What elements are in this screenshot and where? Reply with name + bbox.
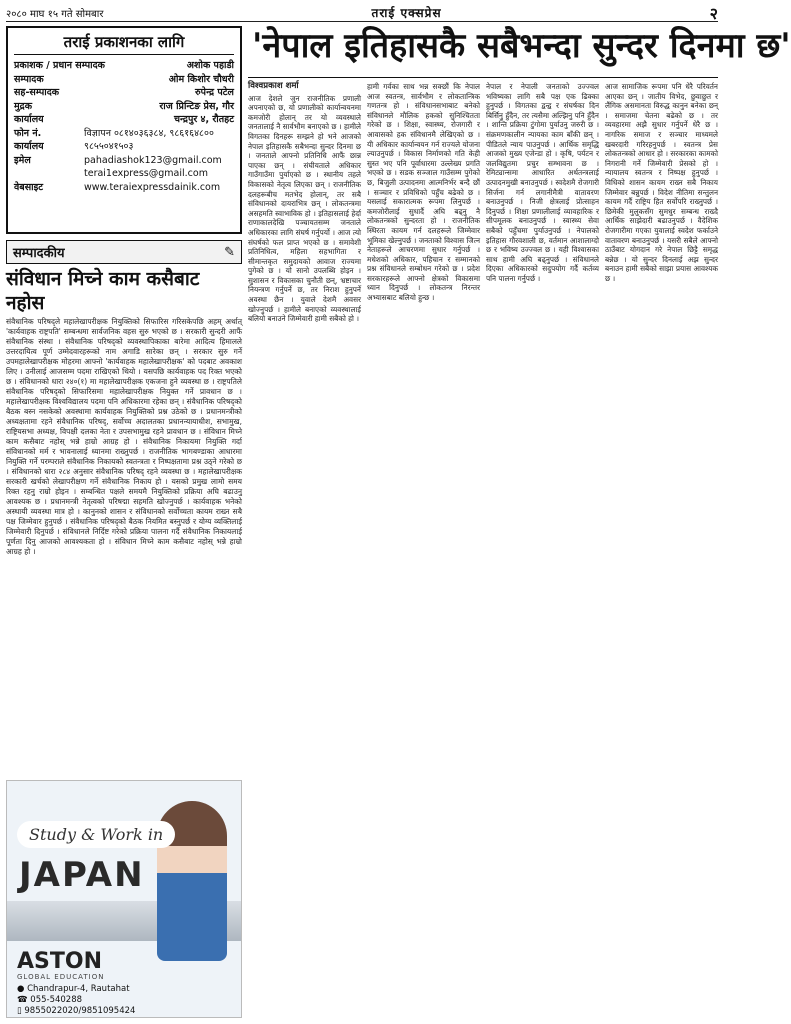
page-number: २ [709, 3, 718, 23]
ad-address: Chandrapur-4, Rautahat [27, 984, 130, 994]
issue-date: २०८० माघ १५ गते सोमबार [6, 8, 104, 20]
editorial-banner [6, 240, 242, 264]
website-link[interactable]: www.teraiexpressdainik.com [84, 181, 221, 193]
ad-contact [17, 984, 135, 1017]
imprint-value: ओम किशोर चौधरी [168, 73, 234, 85]
masthead-brand: तराई एक्सप्रेस [371, 6, 442, 20]
article-byline: विश्वप्रकाश शर्मा [248, 81, 299, 91]
ad-phone: 055-540288 [30, 995, 83, 1005]
location-pin-icon: ● Chandrapur-4, Rautahat [17, 984, 130, 994]
article-column [605, 82, 718, 1018]
imprint-row [14, 59, 234, 73]
editorial-headline: संविधान मिच्ने काम कसैबाट नहोस [6, 268, 200, 314]
imprint-label: वेबसाइट [14, 181, 44, 193]
imprint-value: विज्ञापन ०८१४०३६३८४, ९८६१६४८०० [84, 127, 214, 139]
imprint-row [14, 140, 234, 154]
imprint-heading: तराई प्रकाशनका लागि [14, 32, 234, 55]
imprint-label: इमेल [14, 154, 31, 166]
column-text: आज देशले जुन राजनीतिक प्रणाली अपनाएको छ, यो प्रणालीको कार्यान्वयनमा कमजोरी होलान् तर यो व्यवस्थाले जनतालाई नै सार्वभौम बनाएको छ । हामीले विगतका दिनहरू सम्झने हो भने आजको नेपाल इतिहासकै सबैभन्दा सुन्दर दिनमा छ । जनताले आफ्नो प्रतिनिधि आफैं छान्न पाएका छन् । संघीयताले अधिकार गाउँगाउँमा पुर्याएको छ । स्थानीय तहले विकासको नेतृत्व लिएका छन् । राजनीतिक दलहरूबीच मतभेद होलान्, तर सबै संविधानको दायराभित्र छन् । लोकतन्त्रमा असहमति स्वाभाविक हो । इतिहासलाई हेर्दा राणाकालदेखि पञ्चायतसम्म जनताले अधिकारका लागि संघर्ष गर्नुपर्यो । आज त्यो संघर्षको फल प्राप्त भएको छ । समावेशी प्रतिनिधित्व, महिला सहभागिता र सीमान्तकृत समुदायको आवाज राज्यमा पुगेको छ । यो सानो उपलब्धि होइन । सुशासन र विकासका चुनौती छन्, भ्रष्टाचार नियन्त्रण गर्नुपर्ने छ, तर निराश हुनुपर्ने अवस्था छैन । युवाले देशमै अवसर खोज्नुपर्छ । हामीले बनाएको व्यवस्थालाई बलियो बनाउने जिम्मेवारी हामी सबैको हो । [248, 93, 361, 324]
editorial-label: सम्पादकीय [13, 246, 65, 261]
aston-logo: ASTON [17, 949, 102, 974]
imprint-label: कार्यालय [14, 114, 44, 125]
imprint-label [14, 167, 84, 181]
article-headline: 'नेपाल इतिहासकै सबैभन्दा सुन्दर दिनमा छ' [248, 26, 718, 78]
imprint-row [14, 113, 234, 127]
imprint-value: अशोक पहाडी [186, 60, 234, 71]
ad-mobile: 9855022020/9851095424 [24, 1006, 136, 1016]
page-header [6, 4, 718, 22]
article-column [367, 82, 480, 1018]
imprint-label: सम्पादक [14, 73, 44, 85]
imprint-label: सह-सम्पादक [14, 87, 60, 98]
editorial-body: संवैधानिक परिषद्ले महालेखापरीक्षक नियुक्तिको सिफारिस गरिसकेपछि अहम् अर्थात् 'कार्यवाहक राष्ट्रपति' सम्बन्धमा सार्वजनिक वहस सुरु भएको छ । सरकारी सुन्दरी आफैं संवैधानिक संस्था । संवैधानिक परिषद्को व्यवस्थापिकाका बारेमा आदित्य हिमालले उत्तरदायित्व पूर्ण उम्मेदवारहरूको नाम अगाडि सारेका छन् । सरकार सुरु गर्ने उपमहालेखापरीक्षक मोहरमा आफ्नो 'कार्यवाहक महालेखापरीक्षक' को पदबाट अवकाश लिए । उनीलाई आजसम्म पदमा राखिएको थियो । यसपछि कार्यवाहक पद रिक्त भएको छ । संविधानको धारा २४०(१) मा महालेखापरीक्षक एकजना हुने व्यवस्था छ । राष्ट्रपतिले संवैधानिक परिषद्को सिफारिसमा महालेखापरीक्षक नियुक्त गर्ने प्रावधान छ । महालेखापरीक्षक विश्वविद्यालय पदमा पनि अधिकारमा रहेका छन् । संवैधानिक परिषद्को बैठक बस्न नसकेको अवस्थामा कार्यवाहक नियुक्तिको प्रश्न उठेको छ । प्रधानमन्त्रीको अध्यक्षतामा रहने संवैधानिक परिषद्, सर्वोच्च अदालतका प्रधानन्यायाधीश, सभामुख, राष्ट्रियसभा अध्यक्ष, विपक्षी दलका नेता र उपसभामुख रहने प्रावधान छ । संविधान मिच्ने काम कसैबाट नहोस् भन्ने हाम्रो आग्रह हो । संवैधानिक निकायमा नियुक्ति गर्दा संविधानको मर्म र भावनालाई ध्यानमा राख्नुपर्छ । राजनीतिक भागबण्डाका आधारमा नियुक्ति गर्ने परम्पराले संवैधानिक निकायको स्वतन्त्रता र निष्पक्षतामा प्रश्न उठ्ने गरेको छ । संविधानको धारा २८४ अनुसार संवैधानिक परिषद् रहने व्यवस्था छ । महालेखापरीक्षक सरकारी खर्चको लेखापरीक्षण गर्ने संवैधानिक निकाय हो । यसको प्रमुख लामो समय रिक्त रहनु राम्रो होइन । सम्बन्धित पक्षले समयमै नियुक्तिको प्रक्रिया अघि बढाउनु आवश्यक छ । प्रधानमन्त्री नेतृत्वको परिषद्मा सहमति खोज्नुपर्छ । कार्यवाहक भनेको अस्थायी व्यवस्था मात्र हो । कानुनको शासन र संविधानको सर्वोच्चता कायम राख्न सबै पक्ष जिम्मेवार हुनुपर्छ । संवैधानिक परिषद्को बैठक नियमित बस्नुपर्छ र योग्य व्यक्तिलाई जिम्मेवारी दिनुपर्छ । संविधानले निर्दिष्ट गरेको प्रक्रिया पालना गर्दै संवैधानिक निकायलाई पूर्णता दिनु आजको आवश्यकता हो । संविधान मिच्ने काम कसैबाट नहोस् भन्ने हाम्रो आग्रह हो । [6, 317, 242, 556]
imprint-row [14, 73, 234, 87]
imprint-row [14, 167, 234, 181]
ad-tagline: Study & Work in [17, 821, 175, 848]
imprint-row [14, 100, 234, 114]
email-link[interactable]: terai1express@gmail.com [84, 168, 208, 179]
imprint-row [14, 154, 234, 168]
logo-subtitle: GLOBAL EDUCATION [17, 973, 105, 981]
imprint-row [14, 86, 234, 100]
imprint-value: ९८५५०४१५०३ [84, 141, 134, 152]
email-link[interactable]: pahadiashok123@gmail.com [84, 154, 222, 166]
imprint-row [14, 181, 234, 195]
imprint-value: चन्द्रपुर ४, रौतहट [173, 114, 234, 125]
article-columns [248, 82, 718, 1018]
imprint-label: फोन नं. [14, 127, 42, 139]
imprint-value: राज प्रिन्टिङ प्रेस, गौर [159, 100, 234, 112]
imprint-value: रुपेन्द्र पटेल [195, 87, 234, 98]
advertisement[interactable] [6, 780, 242, 1018]
imprint-label: कार्यालय [14, 141, 44, 152]
left-column [6, 26, 242, 1018]
imprint-row [14, 127, 234, 141]
column-text: नेपाल र नेपाली जनताको उज्ज्वल भविष्यका लागि सबै पक्ष एक ढिक्का हुनुपर्छ । विगतका द्वन्द्व र संघर्षका दिन बिर्सिनु हुँदैन, तर त्यसैमा अल्झिनु पनि हुँदैन । शान्ति प्रक्रिया टुंगोमा पुर्याउनु जरुरी छ । संक्रमणकालीन न्यायका काम बाँकी छन् । पीडितले न्याय पाउनुपर्छ । आर्थिक समृद्धि आजको मुख्य एजेन्डा हो । कृषि, पर्यटन र जलविद्युतमा प्रचुर सम्भावना छ । रेमिट्यान्समा आधारित अर्थतन्त्रलाई उत्पादनमुखी बनाउनुपर्छ । स्वदेशमै रोजगारी सिर्जना गर्न लगानीमैत्री वातावरण बनाउनुपर्छ । निजी क्षेत्रलाई प्रोत्साहन दिनुपर्छ । शिक्षा प्रणालीलाई व्यावहारिक र सीपमूलक बनाउनुपर्छ । स्वास्थ्य सेवा सबैको पहुँचमा पुर्याउनुपर्छ । नेपालको इतिहास गौरवशाली छ, वर्तमान आशालाग्दो छ र भविष्य उज्ज्वल छ । यही विश्वासका साथ हामी अघि बढ्नुपर्छ । संविधानले दिएका अधिकारको सदुपयोग गर्दै कर्तव्य पनि पालना गर्नुपर्छ । [486, 82, 599, 283]
mobile-icon: ▯ 9855022020/9851095424 [17, 1006, 136, 1016]
phone-icon: ☎ 055-540288 [17, 995, 83, 1005]
imprint-label: मुद्रक [14, 100, 33, 112]
imprint-box [6, 26, 242, 234]
column-text: आज सामाजिक रूपमा पनि धेरै परिवर्तन आएका छन् । जातीय विभेद, छुवाछुत र लैंगिक असमानता विरुद्ध कानुन बनेका छन् । समाजमा चेतना बढेको छ । तर व्यवहारमा अझै सुधार गर्नुपर्ने धेरै छ । नागरिक समाज र सञ्चार माध्यमले खबरदारी गरिरहनुपर्छ । स्वतन्त्र प्रेस लोकतन्त्रको आधार हो । सरकारका कामको निगरानी गर्ने जिम्मेवारी प्रेसको हो । न्यायालय स्वतन्त्र र निष्पक्ष हुनुपर्छ । विधिको शासन कायम राख्न सबै निकाय जिम्मेवार बन्नुपर्छ । विदेश नीतिमा सन्तुलन कायम गर्दै राष्ट्रिय हित सर्वोपरि राख्नुपर्छ । छिमेकी मुलुकसँग सुमधुर सम्बन्ध राख्दै आर्थिक साझेदारी बढाउनुपर्छ । वैदेशिक रोजगारीमा गएका युवालाई स्वदेश फर्काउने वातावरण बनाउनुपर्छ । यसरी सबैले आफ्नो ठाउँबाट योगदान गरे नेपाल छिट्टै समृद्ध बन्नेछ । यो सुन्दर दिनलाई अझ सुन्दर बनाउन हामी सबैको साझा प्रयास आवश्यक छ । [605, 82, 718, 283]
main-article [248, 26, 791, 1018]
column-text: हामी गर्वका साथ भन्न सक्छौं कि नेपाल आज स्वतन्त्र, सार्वभौम र लोकतान्त्रिक गणतन्त्र हो । संविधानसभाबाट बनेको संविधानले मौलिक हकको सुनिश्चितता गरेको छ । शिक्षा, स्वास्थ्य, रोजगारी र आवासको हक संविधानमै लेखिएको छ । यी अधिकार कार्यान्वयन गर्न राज्यले योजना ल्याउनुपर्छ । विकास निर्माणको गति केही सुस्त भए पनि पूर्वाधारमा उल्लेख्य प्रगति भएको छ । सडक सञ्जाल गाउँसम्म पुगेको छ, बिजुली उत्पादनमा आत्मनिर्भर बन्दै छौं । सञ्चार र प्रविधिको पहुँच बढेको छ । यसलाई सकारात्मक रूपमा लिनुपर्छ । कमजोरीलाई सुधार्दै अघि बढ्नु नै लोकतन्त्रको सुन्दरता हो । राजनीतिक स्थिरता कायम गर्न दलहरूले जिम्मेवार भूमिका खेल्नुपर्छ । जनताको विश्वास जित्न नेताहरूले आचरणमा सुधार गर्नुपर्छ । मधेशको अधिकार, पहिचान र सम्मानको प्रश्न संविधानले सम्बोधन गरेको छ । प्रदेश सरकारहरूले आफ्नो क्षेत्रको विकासमा ध्यान दिनुपर्छ । लोकतन्त्र निरन्तर अभ्यासबाट बलियो हुन्छ । [367, 82, 480, 303]
ad-country: JAPAN [19, 855, 145, 895]
article-column [248, 82, 361, 1018]
imprint-label: प्रकाशक / प्रधान सम्पादक [14, 60, 105, 71]
pen-icon: ✎ [224, 244, 235, 260]
article-column [486, 82, 599, 1018]
